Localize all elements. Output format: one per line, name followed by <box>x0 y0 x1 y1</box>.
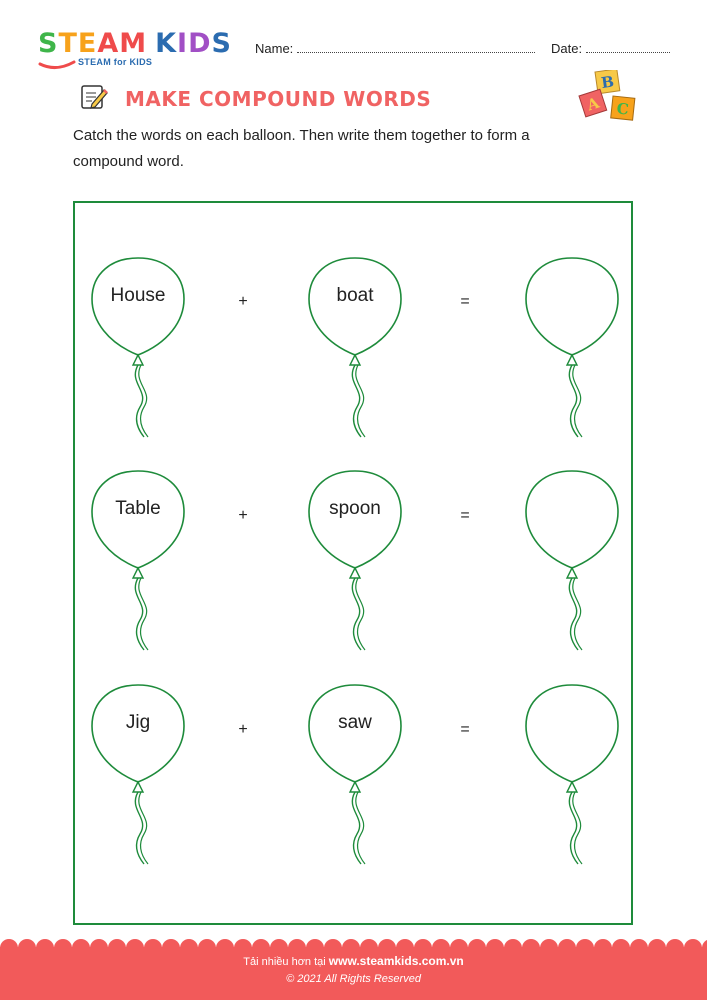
logo-letter: I <box>177 28 189 59</box>
equals-sign: = <box>460 507 470 524</box>
balloon-icon <box>88 468 188 653</box>
name-field <box>255 40 535 56</box>
date-label: Date: <box>551 41 583 56</box>
logo-letter: E <box>77 28 98 59</box>
balloon-icon <box>522 468 622 653</box>
balloon-icon <box>88 682 188 867</box>
balloon-answer[interactable] <box>522 255 622 440</box>
balloon-answer[interactable] <box>522 468 622 653</box>
logo-letter: S <box>211 28 232 59</box>
logo-letter: T <box>58 28 78 59</box>
block-letter-b: B <box>600 72 616 93</box>
footer-download-line <box>0 954 707 968</box>
balloon-icon <box>305 468 405 653</box>
date-field <box>551 40 670 56</box>
second-word: saw <box>338 712 372 733</box>
abc-blocks-icon <box>575 70 645 130</box>
balloon-icon <box>305 682 405 867</box>
balloon-second-word <box>305 255 405 440</box>
second-word: spoon <box>329 498 381 519</box>
balloon-icon <box>522 255 622 440</box>
balloon-icon <box>305 255 405 440</box>
date-line[interactable] <box>586 40 670 53</box>
balloon-second-word <box>305 682 405 867</box>
logo-letter: K <box>155 28 178 59</box>
worksheet-title: MAKE COMPOUND WORDS <box>125 87 432 111</box>
balloon-second-word <box>305 468 405 653</box>
block-letter-a: A <box>584 93 602 115</box>
footer-site-link[interactable]: www.steamkids.com.vn <box>328 954 464 968</box>
instructions-text: Catch the words on each balloon. Then write them together to form a compound word. <box>73 127 530 170</box>
name-label: Name: <box>255 41 294 56</box>
balloon-answer[interactable] <box>522 682 622 867</box>
logo-swoosh-icon <box>38 56 78 72</box>
plus-sign: + <box>238 507 248 524</box>
logo-letter: M <box>119 28 148 59</box>
first-word: Jig <box>125 712 151 733</box>
logo-letter: D <box>188 28 212 59</box>
footer-banner <box>0 938 707 1000</box>
steam-kids-logo <box>38 30 238 74</box>
logo-letter: A <box>97 28 120 59</box>
pencil-paper-icon <box>78 82 108 112</box>
footer-prefix: Tải nhiều hơn tại <box>243 956 326 968</box>
equals-sign: = <box>460 293 470 310</box>
balloon-first-word <box>88 468 188 653</box>
balloon-first-word <box>88 682 188 867</box>
balloon-first-word <box>88 255 188 440</box>
second-word: boat <box>336 285 374 306</box>
first-word: House <box>110 285 166 306</box>
first-word: Table <box>115 498 161 519</box>
plus-sign: + <box>238 293 248 310</box>
logo-letter: S <box>38 28 59 59</box>
plus-sign: + <box>238 721 248 738</box>
equals-sign: = <box>460 721 470 738</box>
name-line[interactable] <box>297 40 535 53</box>
balloon-icon <box>522 682 622 867</box>
logo-subtitle: STEAM for KIDS <box>78 57 153 67</box>
block-letter-c: C <box>615 99 630 119</box>
logo-wordmark <box>38 30 238 58</box>
balloon-icon <box>88 255 188 440</box>
footer-copyright: © 2021 All Rights Reserved <box>286 973 421 985</box>
